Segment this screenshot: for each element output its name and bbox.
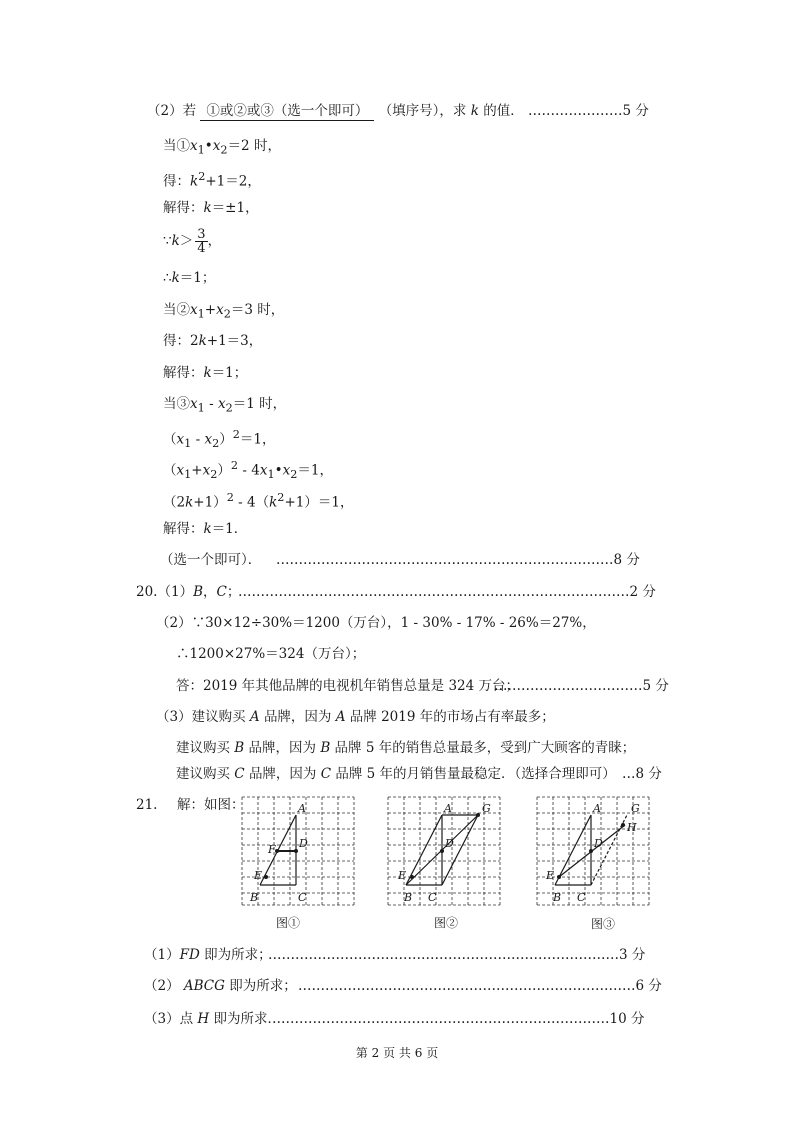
caption-figure-2: 图② [434,916,459,930]
figure-2 [386,795,504,907]
point-E [264,875,268,879]
q21-answer-3: （3）点 H 即为所求． [144,1011,281,1027]
label-A: A [593,802,601,815]
q19-line-7: 当$②x_1+x_2=3$ 时， [163,302,285,321]
q20-line-6: 建议购买 B 品牌，因为 B 品牌 5 年的销售总量最多，受到广大顾客的青睐； [176,740,636,756]
point-E [410,875,414,879]
q19-line-14: 解得：k＝1． [163,521,248,537]
q19-line-15: （选一个即可）． [160,552,262,568]
label-B: B [404,891,413,904]
q20-line-3: ∴1200×27%＝324（万台）； [176,646,366,662]
label-G: G [631,802,640,815]
label-H: H [627,821,637,834]
q20-line-7: 建议购买 C 品牌，因为 C 品牌 5 年的月销售量最稳定．（选择合理即可） [176,766,616,782]
figure-1 [240,795,358,907]
q20-line-4: 答：2019 年其他品牌的电视机年销售总量是 324 万台； [176,678,519,694]
q19-line-3: 得：$k^2+1=2$， [163,170,261,190]
q20-line-1: 20.（1）B，C； [136,584,241,600]
label-D: D [299,837,308,850]
q21-number: 21. [136,797,158,813]
segment-CG [442,815,478,885]
caption-figure-3: 图③ [591,917,616,931]
label-A: A [298,802,306,815]
label-B: B [553,891,562,904]
q19-line-6: ∴k＝1； [163,270,216,286]
q20-line-5: （3）建议购买 A 品牌，因为 A 品牌 2019 年的市场占有率最多； [156,709,555,725]
point-D [294,849,298,853]
answer-blank: ①或②或③（选一个即可） [200,102,374,121]
label-C: C [298,891,307,904]
label-E: E [398,869,407,882]
segment-BA [406,815,442,885]
figure-3 [535,795,653,907]
label-D: D [445,837,454,850]
q21-intro: 解：如图： [177,797,245,813]
q20-line-7-dots: …8 分 [622,766,662,782]
label-B: B [250,891,259,904]
q21-answer-1: （1）FD 即为所求； [144,947,272,963]
q21-answer-2: （2） ABCG 即为所求； [144,978,297,994]
point-D [440,849,444,853]
label-A: A [444,802,452,815]
label-E: E [254,869,263,882]
q21-answer-2-dots: …………………………………………………………………6 分 [298,978,662,994]
q20-line-2: （2）∵30×12÷30%＝1200（万台），1 - 30% - 17% - 26%＝27%， [156,615,596,631]
q20-line-4-dots: ……………………………5 分 [494,678,669,694]
q19-line-13: $(2k+1)^2 - 4(k^2+1)=1$， [163,491,354,511]
fraction-3-4: $\frac{3}{4}$ [197,227,206,256]
segment-BA [555,815,591,885]
q19-line-11: $(x_1 - x_2)^2=1$， [163,428,276,451]
q19-line-15-dots: …………………………………………………………………8 分 [276,552,640,568]
label-F: F [268,843,276,856]
point-H [621,823,625,827]
q20-line-1-dots: ……………………………………………………………………………2 分 [238,584,656,600]
q19-line-1: （2）若 ①或②或③（选一个即可） （填序号），求 k 的值． [147,103,524,119]
label-E: E [546,869,555,882]
point-E [557,875,561,879]
q19-line-8: 得：2k+1＝3， [163,333,263,349]
caption-figure-1: 图① [276,916,301,930]
q21-answer-1-dots: ……………………………………………………………………3 分 [268,947,646,963]
q21-answer-3-dots: …………………………………………………………………10 分 [272,1011,645,1027]
q19-line-9: 解得：k＝1； [163,365,248,381]
point-D [589,849,593,853]
q19-line-12: $(x_1+x_2)^2$ - $4x_1•x_2=1$， [163,459,333,482]
page-footer: 第 2 页 共 6 页 [355,1046,439,1060]
q19-line-2: 当$①x_1•x_2=2$ 时， [163,138,281,157]
label-G: G [482,802,491,815]
q19-line-10: 当$③x_1 - x_2=1$ 时， [163,396,287,415]
label-C: C [577,891,586,904]
q19-line-1-dots: …………………5 分 [528,103,649,119]
point-G [476,813,480,817]
label-C: C [428,891,437,904]
label-D: D [594,837,603,850]
q19-line-5: ∵k＞ $\frac{3}{4}$ ， [163,227,222,256]
q19-line-4: 解得：k＝±1， [163,200,259,216]
